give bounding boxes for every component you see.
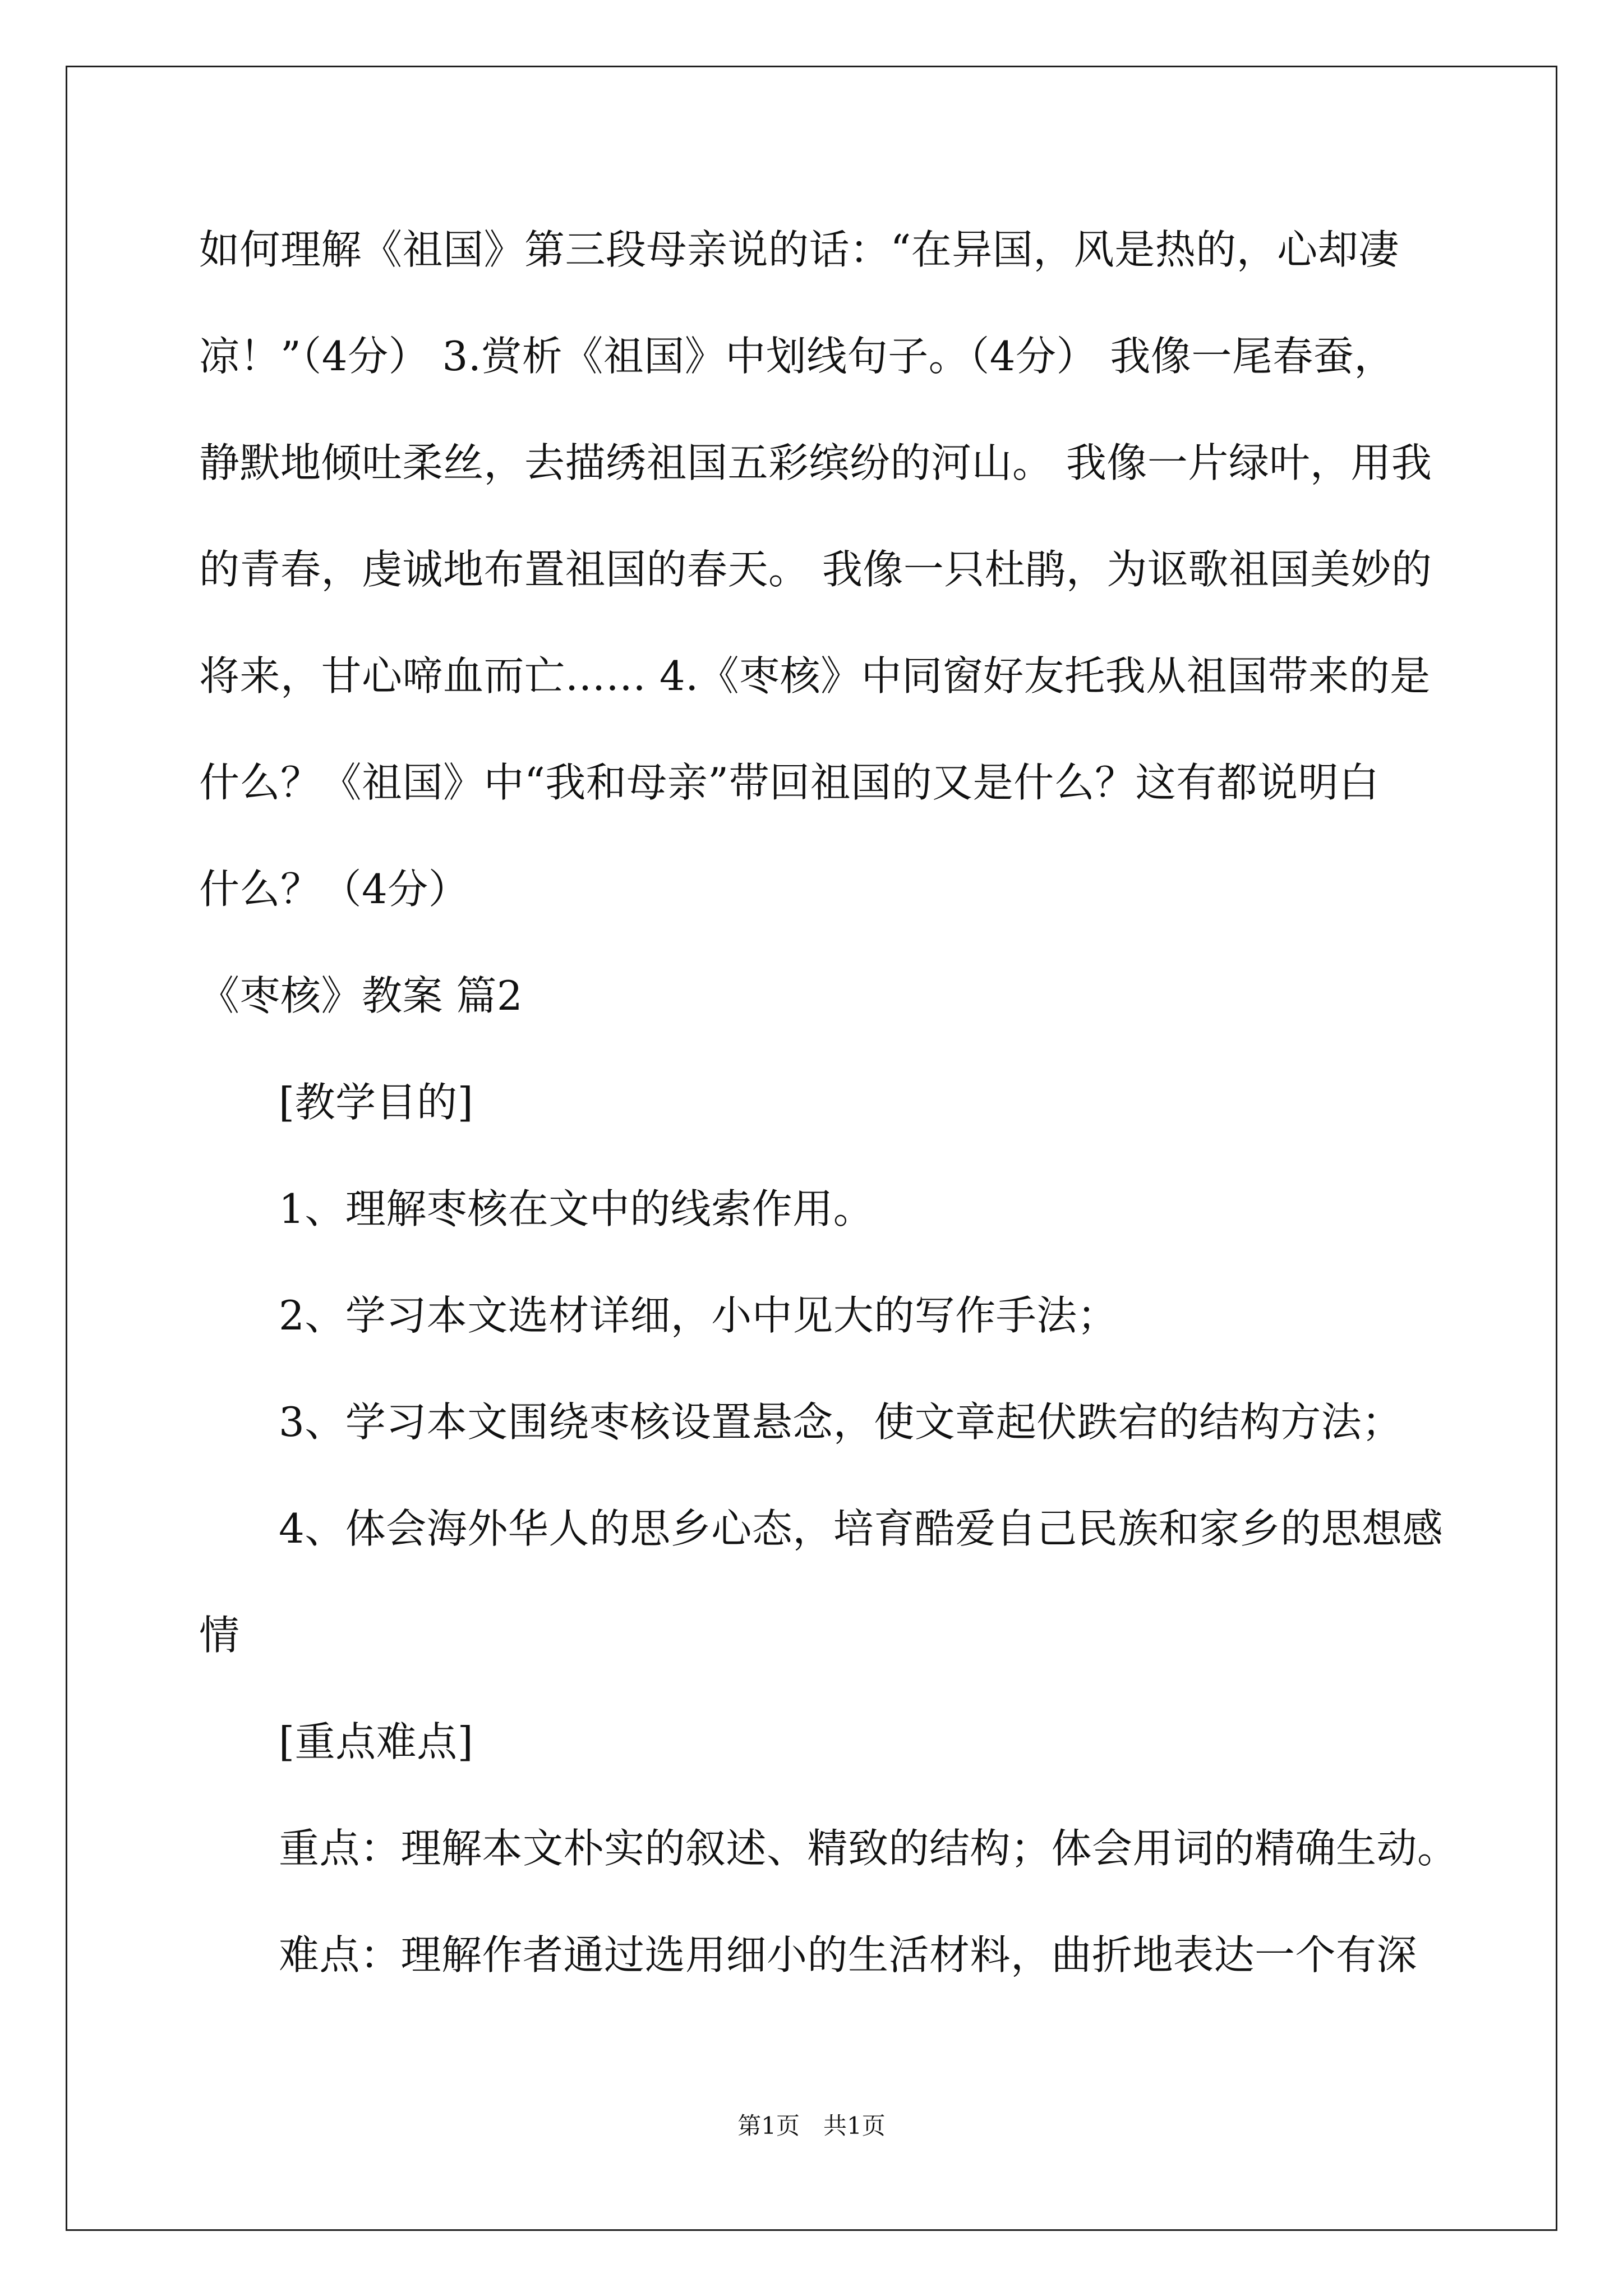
paragraph-line: 重点：理解本文朴实的叙述、精致的结构；体会用词的精确生动。 [279,1825,1458,1872]
paragraph-line: 将来，甘心啼血而亡…… 4.《枣核》中同窗好友托我从祖国带来的是 [199,652,1431,700]
paragraph-line: 凉！”（4分） 3.赏析《祖国》中划线句子。（4分） 我像一尾春蚕， [199,333,1395,380]
subheading-key-points: [重点难点] [279,1718,474,1765]
list-item-continuation: 情 [199,1612,240,1659]
list-item: 1、理解枣核在文中的线索作用。 [279,1185,874,1232]
paragraph-line: 什么？《祖国》中“我和母亲”带回祖国的又是什么？这有都说明白 [199,759,1380,806]
list-item: 2、学习本文选材详细，小中见大的写作手法； [279,1292,1118,1339]
list-item: 4、体会海外华人的思乡心态，培育酷爱自己民族和家乡的思想感 [279,1505,1444,1552]
subheading-teaching-goals: [教学目的] [279,1079,474,1126]
paragraph-line: 如何理解《祖国》第三段母亲说的话：“在异国，风是热的，心却凄 [199,226,1399,273]
section-heading: 《枣核》教案 篇2 [199,972,523,1019]
list-item: 3、学习本文围绕枣核设置悬念，使文章起伏跌宕的结构方法； [279,1398,1403,1446]
paragraph-line: 的青春，虔诚地布置祖国的春天。 我像一只杜鹃，为讴歌祖国美妙的 [199,546,1432,593]
page-border [66,66,1557,2231]
paragraph-line: 静默地倾吐柔丝，去描绣祖国五彩缤纷的河山。 我像一片绿叶，用我 [199,439,1432,486]
paragraph-line: 难点：理解作者通过选用细小的生活材料，曲折地表达一个有深 [279,1931,1418,1978]
paragraph-line: 什么？（4分） [199,866,469,913]
page-footer: 第1页 共1页 [737,2112,886,2139]
